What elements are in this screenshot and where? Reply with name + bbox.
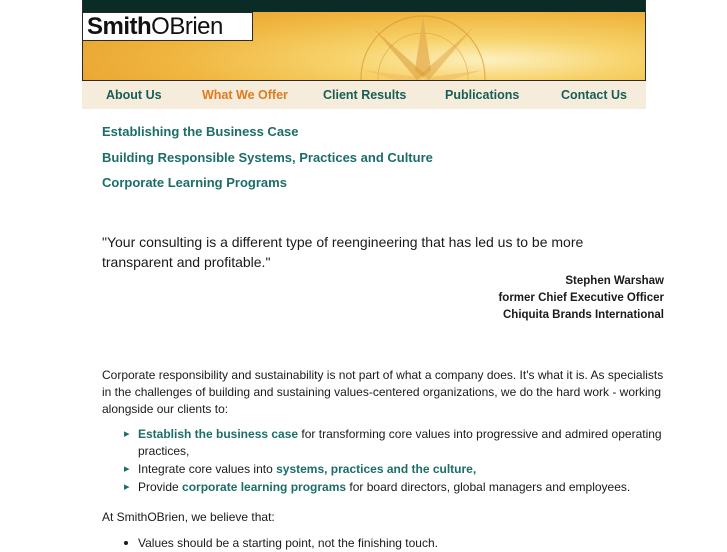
link-corporate-learning-programs[interactable]: corporate learning programs bbox=[182, 480, 347, 494]
arrow-bullet-icon: ▸ bbox=[124, 428, 130, 440]
offering-prefix: Integrate core values into bbox=[138, 462, 277, 476]
link-business-case[interactable]: Establishing the Business Case bbox=[102, 124, 299, 139]
nav-what-we-offer[interactable]: What We Offer bbox=[202, 88, 288, 102]
offering-suffix: for board directors, global managers and employees. bbox=[346, 480, 631, 494]
logo-bold-text: Smith bbox=[87, 12, 152, 40]
offering-suffix: for transforming core values into progressive and admired operating practices, bbox=[138, 427, 662, 458]
arrow-bullet-icon: ▸ bbox=[124, 481, 130, 493]
quote-author-company: Chiquita Brands International bbox=[502, 309, 664, 321]
nav-client-results[interactable]: Client Results bbox=[323, 88, 407, 102]
list-item bbox=[102, 479, 664, 496]
list-item bbox=[102, 461, 664, 478]
main-nav bbox=[82, 81, 646, 109]
link-systems-practices-culture[interactable]: systems, practices and the culture, bbox=[276, 462, 477, 476]
offerings-list bbox=[102, 426, 664, 497]
nav-contact-us[interactable]: Contact Us bbox=[561, 88, 627, 102]
link-learning-programs[interactable]: Corporate Learning Programs bbox=[102, 175, 287, 190]
intro-paragraph: Corporate responsibility and sustainability is not part of what a company does. It's what it is. As specialists in the challenges of building and sustaining values-centered organizations, we do the hard work - working alongside our clients to: bbox=[102, 368, 664, 416]
offering-prefix: Provide bbox=[138, 480, 183, 494]
nav-publications[interactable]: Publications bbox=[445, 88, 520, 102]
quote-author-title: former Chief Executive Officer bbox=[498, 292, 664, 304]
bullet-dot-icon bbox=[124, 541, 128, 545]
belief-intro: At SmithOBrien, we believe that: bbox=[102, 510, 275, 524]
link-establish-business-case[interactable]: Establish the business case bbox=[138, 427, 299, 441]
nav-about-us[interactable]: About Us bbox=[106, 88, 162, 102]
header-banner bbox=[82, 0, 646, 81]
list-item bbox=[102, 426, 664, 460]
list-item bbox=[102, 535, 664, 552]
logo-regular-text: OBrien bbox=[151, 12, 223, 40]
quote-author-name: Stephen Warshaw bbox=[565, 275, 664, 287]
arrow-bullet-icon: ▸ bbox=[124, 463, 130, 475]
client-quote: "Your consulting is a different type of reengineering that has led us to be more transparent and profitable." bbox=[102, 234, 584, 270]
beliefs-list bbox=[102, 535, 664, 552]
link-responsible-systems[interactable]: Building Responsible Systems, Practices and Culture bbox=[102, 150, 433, 165]
compass-icon bbox=[313, 8, 523, 81]
page-wrapper bbox=[82, 0, 646, 102]
site-logo[interactable] bbox=[83, 12, 253, 41]
belief-text: Values should be a starting point, not the finishing touch. bbox=[138, 536, 438, 550]
